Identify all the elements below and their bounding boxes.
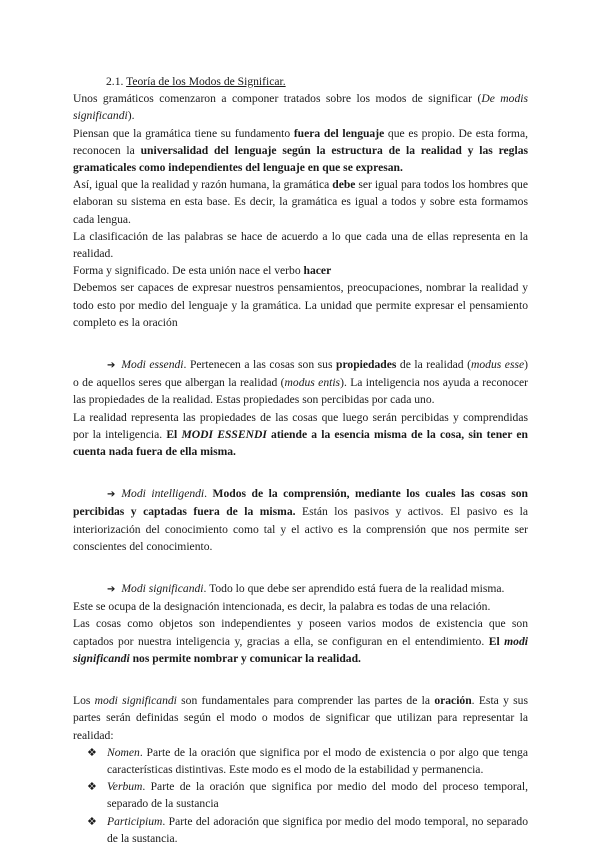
text: ). La inteligencia nos ayuda a reconocer las propiedades de la realidad. Estas propiedades son percibidas por cada uno. (73, 376, 528, 407)
text: Este se ocupa de la designación intencionada, es decir, la palabra es todas de una relación. (73, 600, 491, 614)
text: Los (73, 694, 95, 708)
heading-number: 2.1. (106, 75, 127, 88)
bold-text: hacer (303, 264, 332, 278)
bold-text: universalidad del lenguaje según la estructura de la realidad y las reglas gramaticales como independientes del lenguaje en que se expresan. (73, 143, 529, 175)
text: . Pertenecen a las cosas son sus (183, 358, 337, 372)
text: de la realidad ( (396, 358, 471, 372)
parts-intro-paragraph (73, 692, 528, 744)
text: La clasificación de las palabras se hace de acuerdo a lo que cada una de ellas representa en la realidad. (73, 229, 528, 261)
intro-paragraph-6 (73, 279, 528, 331)
diamond-bullet-icon: ❖ (87, 745, 97, 759)
text: Forma y significado. De esta unión nace el verbo (73, 264, 304, 278)
bold-italic-text: modi significandi (73, 634, 528, 665)
list-item (73, 778, 528, 812)
document-body (73, 73, 528, 847)
text: . Parte de la oración que significa por el modo de existencia o por algo que tenga características distintivas. Este modo es el modo de la estabilidad y permanencia. (107, 745, 528, 776)
text: . Parte de la oración que significa por medio del modo del proceso temporal, separado de la sustancia (107, 780, 528, 811)
italic-text: Participium (107, 814, 163, 828)
text: Están los pasivos y activos. El pasivo es la interiorización del conocimiento como tal y el activo es la comprensión que nos permite ser conscientes del conocimiento. (73, 505, 528, 553)
bold-text: nos permite nombrar y comunicar la realidad. (129, 651, 361, 665)
bold-text: propiedades (336, 358, 397, 372)
text: . Todo lo que debe ser aprendido está fuera de la realidad misma. (203, 582, 505, 596)
bold-text: debe (332, 178, 356, 192)
bold-text: atiende a la esencia misma de la cosa, sin tener en cuenta nada fuera de ella misma. (73, 427, 528, 459)
spacer (73, 555, 528, 580)
list-item (73, 744, 528, 778)
italic-text: De modis significandi (73, 92, 528, 123)
text: ser igual para todos los hombres que elaboran su sistema en esta base. Es decir, la gramática es igual a todos y sobre esta formamos cada lengua. (73, 178, 528, 226)
intro-paragraph-5 (73, 262, 528, 279)
text: ) o de aquellos seres que albergan la realidad ( (73, 358, 528, 390)
bold-text: El (166, 427, 182, 441)
text: que es propio. De esta forma, reconocen la (73, 126, 528, 157)
arrow-right-icon: ➔ (107, 489, 116, 501)
section-heading (73, 73, 528, 90)
bold-text: fuera del lenguaje (293, 126, 385, 140)
text: La realidad representa las propiedades de las cosas que luego serán percibidas y comprendidas por la inteligencia. (73, 410, 528, 441)
significandi-paragraph-3 (73, 615, 528, 667)
diamond-bullet-icon: ❖ (87, 780, 97, 794)
italic-text: modus esse (471, 358, 525, 372)
text: . Esta y sus partes serán definidas según el modo o modos de significar que utilizan para representar la realidad: (73, 694, 528, 742)
text: . Parte del adoración que significa por medio del modo temporal, no separado de la sustancia. (107, 814, 528, 845)
italic-text: Nomen (107, 745, 140, 759)
italic-text: Modi significandi (121, 582, 204, 596)
list-item (73, 813, 528, 847)
text: . (204, 487, 213, 501)
spacer (73, 460, 528, 485)
essendi-paragraph-1 (73, 356, 528, 409)
intro-paragraph-1 (73, 90, 528, 124)
italic-text: modus entis (284, 376, 341, 390)
bold-text: El (488, 634, 505, 648)
bold-text: oración (434, 694, 472, 708)
parts-list (73, 744, 528, 847)
text: Así, igual que la realidad y razón humana, la gramática (73, 178, 333, 192)
bold-italic-text: MODI ESSENDI (181, 427, 267, 441)
italic-text: modi significandi (94, 694, 177, 708)
intro-paragraph-2 (73, 125, 528, 177)
significandi-paragraph-2 (73, 598, 528, 615)
italic-text: Modi intelligendi (121, 487, 205, 501)
arrow-right-icon: ➔ (107, 360, 116, 372)
essendi-paragraph-2 (73, 409, 528, 461)
text: son fundamentales para comprender las partes de la (176, 694, 435, 708)
text: Unos gramáticos comenzaron a componer tratados sobre los modos de significar ( (73, 92, 482, 106)
bold-text: Modos de la comprensión, mediante los cuales las cosas son percibidas y captadas fuera de la misma. (73, 487, 528, 519)
heading-title: Teoría de los Modos de Significar. (126, 75, 286, 88)
text: Debemos ser capaces de expresar nuestros pensamientos, preocupaciones, nombrar la realidad y todo esto por medio del lenguaje y la gramática. La unidad que permite expresar el pensamiento completo es la oración (73, 281, 528, 329)
text: ). (127, 109, 135, 123)
italic-text: Modi essendi (121, 358, 184, 372)
diamond-bullet-icon: ❖ (87, 814, 97, 828)
spacer (73, 331, 528, 356)
arrow-right-icon: ➔ (107, 584, 116, 596)
significandi-paragraph-1 (73, 580, 528, 598)
intro-paragraph-4 (73, 228, 528, 262)
intro-paragraph-3 (73, 176, 528, 228)
text: Las cosas como objetos son independientes y poseen varios modos de existencia que son captados por nuestra inteligencia y, gracias a ella, se configuran en el entendimiento. (73, 617, 528, 648)
text: Piensan que la gramática tiene su fundamento (73, 126, 294, 140)
intelligendi-paragraph (73, 485, 528, 555)
italic-text: Verbum (107, 780, 143, 794)
spacer (73, 667, 528, 692)
